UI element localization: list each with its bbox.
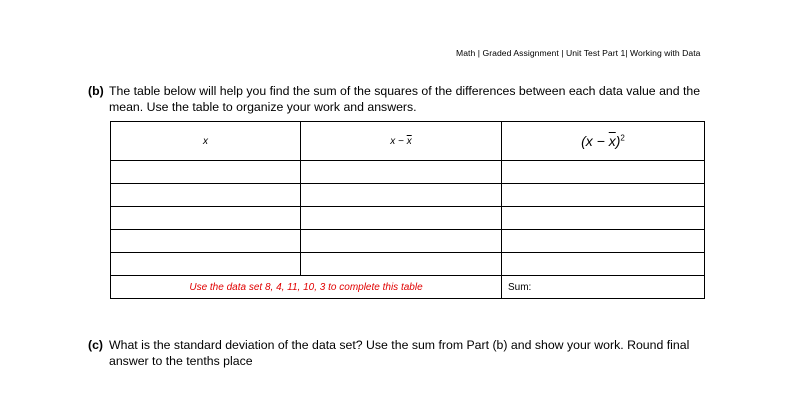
- cell-x-minus-mean[interactable]: [301, 253, 502, 276]
- cell-x-minus-mean[interactable]: [301, 161, 502, 184]
- table-row: [111, 230, 705, 253]
- table-row: [111, 253, 705, 276]
- sum-label: Sum:: [508, 281, 532, 293]
- table-row: [111, 207, 705, 230]
- cell-x-minus-mean[interactable]: [301, 207, 502, 230]
- cell-x-minus-mean[interactable]: [301, 184, 502, 207]
- header-x-minus-mean: $x - \overline{x}$: [301, 122, 502, 161]
- table-header-row: [111, 122, 705, 161]
- table-row: [111, 184, 705, 207]
- cell-x-minus-mean[interactable]: [301, 230, 502, 253]
- header-x-label: x: [203, 135, 208, 147]
- cell-x[interactable]: [111, 184, 301, 207]
- question-c-line2: answer to the tenths place: [109, 353, 253, 368]
- question-b-letter: (b): [88, 84, 104, 98]
- sum-cell[interactable]: [502, 276, 705, 299]
- cell-squared-difference[interactable]: [502, 230, 705, 253]
- document-header: Math | Graded Assignment | Unit Test Part 1| Working with Data: [456, 48, 701, 58]
- question-b-line2: mean. Use the table to organize your work and answers.: [109, 99, 417, 114]
- table-row: [111, 161, 705, 184]
- cell-squared-difference[interactable]: [502, 207, 705, 230]
- cell-x[interactable]: [111, 161, 301, 184]
- cell-x[interactable]: [111, 207, 301, 230]
- cell-squared-difference[interactable]: [502, 161, 705, 184]
- question-b: [88, 84, 768, 115]
- work-table: [110, 121, 705, 299]
- cell-x[interactable]: [111, 230, 301, 253]
- question-c: [88, 338, 768, 369]
- header-x: [111, 122, 301, 161]
- cell-squared-difference[interactable]: [502, 184, 705, 207]
- question-c-line1: What is the standard deviation of the data set? Use the sum from Part (b) and show your work. Round final: [109, 338, 690, 352]
- cell-x[interactable]: [111, 253, 301, 276]
- cell-squared-difference[interactable]: [502, 253, 705, 276]
- question-b-line1: The table below will help you find the sum of the squares of the differences between each data value and the: [109, 84, 701, 98]
- header-squared-difference: $(x - \overline{x})^2$: [502, 122, 705, 161]
- question-c-letter: (c): [88, 338, 104, 352]
- table-footer-row: [111, 276, 705, 299]
- data-set-note: Use the data set 8, 4, 11, 10, 3 to complete this table: [111, 276, 502, 299]
